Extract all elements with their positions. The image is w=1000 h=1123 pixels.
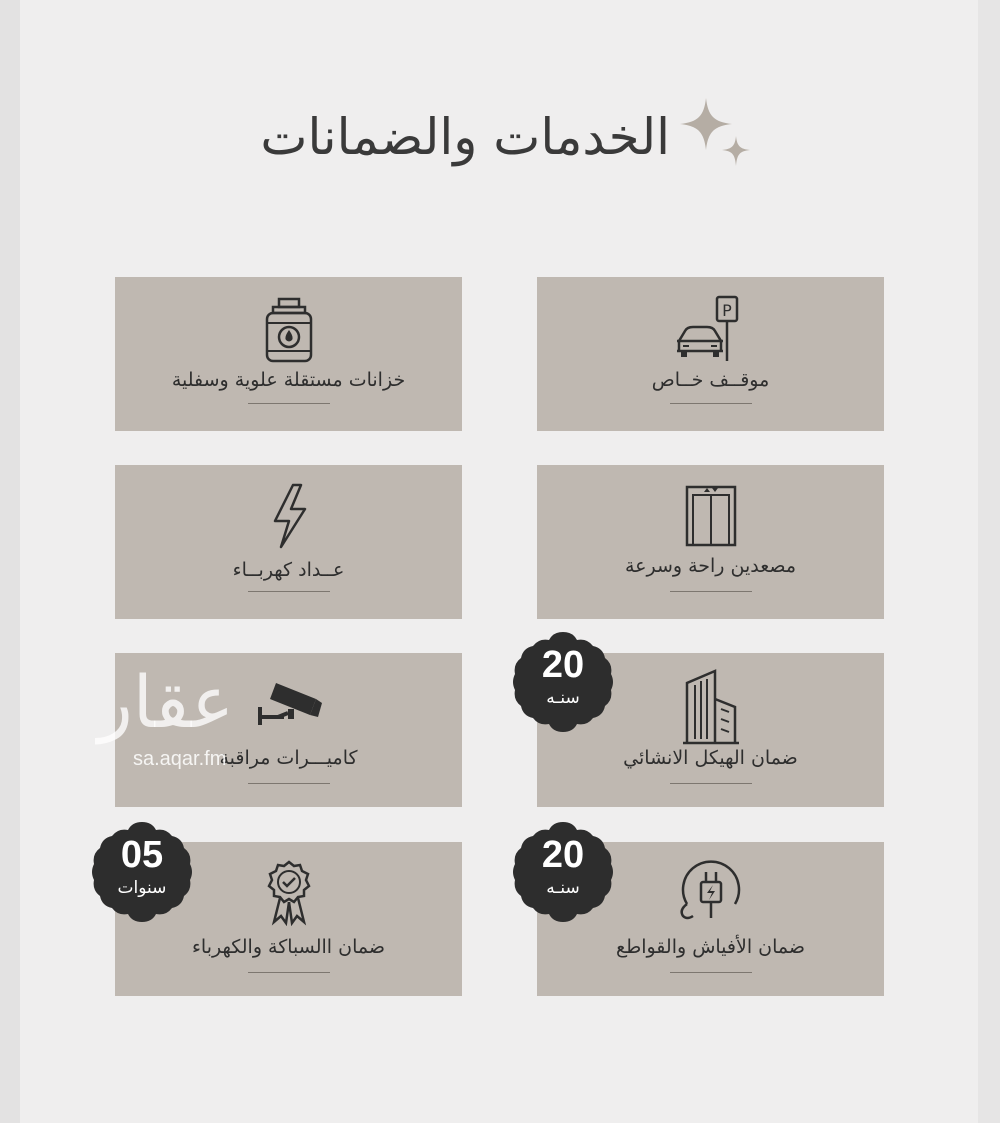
lightning-icon <box>267 483 311 549</box>
badge-number: 05 <box>120 834 164 876</box>
warranty-badge <box>511 630 615 734</box>
card-label: خزانات مستقلة علوية وسفلية <box>171 369 406 391</box>
divider <box>670 591 752 592</box>
warranty-badge <box>511 820 615 924</box>
badge-number: 20 <box>541 644 585 686</box>
warranty-badge <box>90 820 194 924</box>
elevator-icon <box>685 483 737 547</box>
watermark-url: sa.aqar.fm <box>133 748 227 770</box>
divider <box>670 972 752 973</box>
card-private-parking <box>537 277 884 431</box>
card-label: عــداد كهربــاء <box>232 559 345 581</box>
card-label: مصعدين راحة وسرعة <box>624 555 797 577</box>
svg-text:P: P <box>721 301 732 320</box>
card-elevators <box>537 465 884 619</box>
divider <box>248 972 330 973</box>
divider <box>670 783 752 784</box>
certified-badge-icon <box>264 860 314 926</box>
card-label: ضمان الأفياش والقواطع <box>615 936 806 958</box>
divider <box>248 591 330 592</box>
badge-unit: سنـه <box>546 688 580 708</box>
divider <box>248 783 330 784</box>
electric-plug-icon <box>673 858 749 926</box>
card-label: كاميـــرات مراقبة <box>219 747 358 769</box>
sparkle-icon <box>672 96 756 174</box>
left-edge <box>0 0 20 1123</box>
security-camera-icon <box>254 677 324 729</box>
divider <box>670 403 752 404</box>
card-water-tanks <box>115 277 462 431</box>
card-label: موقــف خــاص <box>651 369 770 391</box>
card-electric-meter <box>115 465 462 619</box>
badge-unit: سنـه <box>546 878 580 898</box>
parking-car-icon <box>669 295 753 365</box>
badge-unit: سنوات <box>117 878 167 898</box>
water-tank-icon <box>259 297 319 365</box>
badge-number: 20 <box>541 834 585 876</box>
building-icon <box>681 669 741 745</box>
divider <box>248 403 330 404</box>
right-edge <box>978 0 1000 1123</box>
watermark-logo-text: عقار <box>98 660 235 744</box>
card-label: ضمان الهيكل الانشائي <box>623 747 798 769</box>
page-title: الخدمات والضمانات <box>260 108 670 166</box>
card-label: ضمان االسباكة والكهرباء <box>192 936 385 958</box>
